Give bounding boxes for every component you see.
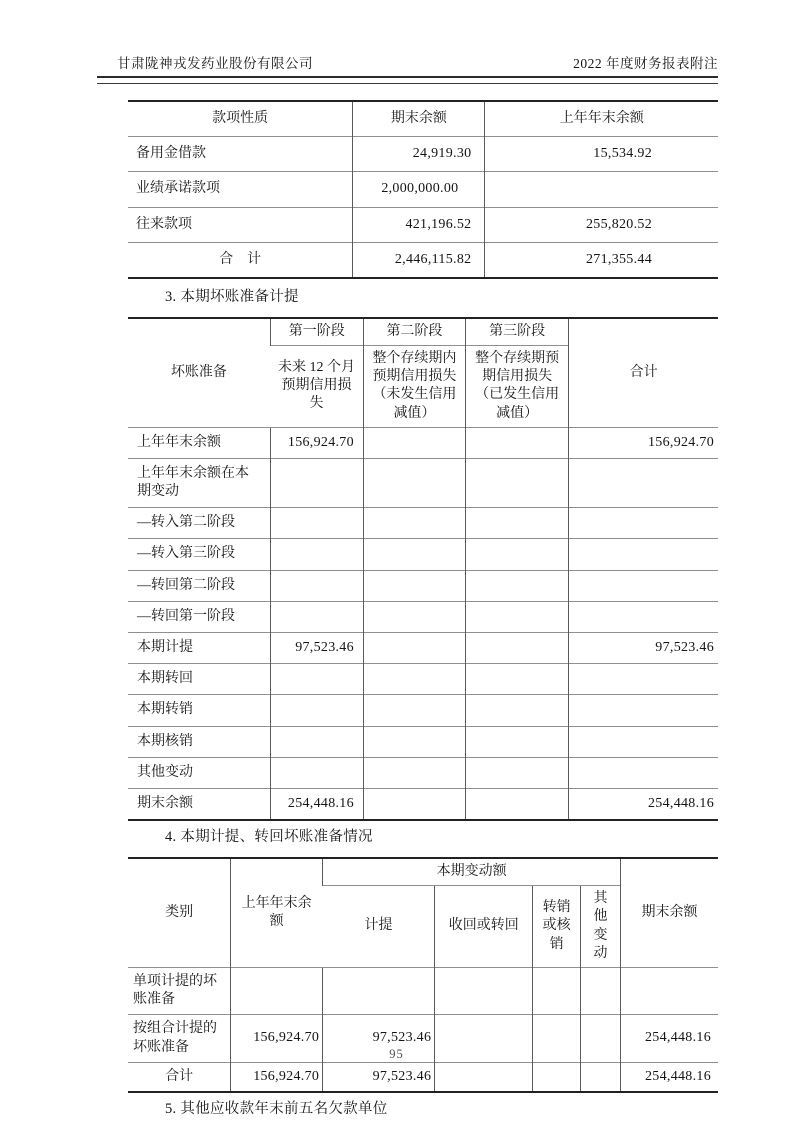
num-cell: 254,448.16 <box>621 1062 718 1092</box>
header-rule <box>97 76 718 84</box>
row-label: 本期转销 <box>128 695 270 726</box>
table-row <box>128 788 718 820</box>
header-stage-1: 第一阶段 <box>270 318 363 346</box>
empty-cell <box>323 967 435 1014</box>
row-label: 业绩承诺款项 <box>128 172 353 207</box>
header-stage-3-desc: 整个存续期预期信用损失（已发生信用减值） <box>465 345 568 427</box>
num-cell: 156,924.70 <box>569 427 718 458</box>
empty-cell <box>485 172 718 207</box>
page-content <box>128 100 718 1122</box>
num-cell: 421,196.52 <box>353 207 485 242</box>
row-label: —转回第一阶段 <box>128 601 270 632</box>
empty-cell <box>465 458 568 507</box>
header-other-change <box>581 886 621 968</box>
empty-cell <box>465 695 568 726</box>
document-header <box>97 55 718 73</box>
table-total-row <box>128 242 718 278</box>
empty-cell <box>465 570 568 601</box>
empty-cell <box>465 427 568 458</box>
table-row <box>128 726 718 757</box>
num-cell: 156,924.70 <box>231 1015 323 1062</box>
empty-cell <box>465 539 568 570</box>
empty-cell <box>621 967 718 1014</box>
other-change-vertical-text: 其他变动 <box>593 891 608 961</box>
num-cell: 24,919.30 <box>353 137 485 172</box>
empty-cell <box>270 664 363 695</box>
table-header-row <box>128 318 718 346</box>
empty-cell <box>270 601 363 632</box>
empty-cell <box>569 601 718 632</box>
empty-cell <box>465 601 568 632</box>
empty-cell <box>231 967 323 1014</box>
num-cell: 254,448.16 <box>569 788 718 820</box>
empty-cell <box>435 967 533 1014</box>
num-cell: 271,355.44 <box>485 242 718 278</box>
row-label: 本期转回 <box>128 664 270 695</box>
num-cell: 2,446,115.82 <box>353 242 485 278</box>
empty-cell <box>569 757 718 788</box>
empty-cell <box>465 788 568 820</box>
empty-cell <box>363 664 465 695</box>
empty-cell <box>569 695 718 726</box>
num-cell: 15,534.92 <box>485 137 718 172</box>
empty-cell <box>465 508 568 539</box>
empty-cell <box>569 664 718 695</box>
empty-cell <box>363 570 465 601</box>
row-label: 本期计提 <box>128 633 270 664</box>
header-nature: 款项性质 <box>212 111 269 126</box>
table-row <box>128 427 718 458</box>
row-label: 往来款项 <box>128 207 353 242</box>
header-total: 合计 <box>569 318 718 427</box>
empty-cell <box>569 570 718 601</box>
table-total-row <box>128 1062 718 1092</box>
writeoff-wrapped-text: 转销或核销 <box>542 900 571 952</box>
empty-cell <box>581 1062 621 1092</box>
header-prior-balance: 上年年末余额 <box>231 858 323 967</box>
header-stage-2-desc: 整个存续期内预期信用损失（未发生信用减值） <box>363 345 465 427</box>
num-cell: 254,448.16 <box>270 788 363 820</box>
table-row <box>128 508 718 539</box>
table-row <box>128 967 718 1014</box>
empty-cell <box>363 601 465 632</box>
row-label: 上年年末余额 <box>128 427 270 458</box>
empty-cell <box>270 695 363 726</box>
row-label: 备用金借款 <box>128 137 353 172</box>
section-heading-5: 5. 其他应收款年末前五名欠款单位 <box>165 1100 388 1117</box>
empty-cell <box>363 695 465 726</box>
table-row <box>128 539 718 570</box>
table-row <box>128 633 718 664</box>
table-row <box>128 601 718 632</box>
empty-cell <box>435 1062 533 1092</box>
num-cell: 2,000,000.00 <box>353 172 485 207</box>
table-row <box>128 757 718 788</box>
empty-cell <box>581 967 621 1014</box>
header-writeoff <box>533 886 581 968</box>
empty-cell <box>363 458 465 507</box>
table-row <box>128 570 718 601</box>
table-row <box>128 458 718 507</box>
empty-cell <box>363 726 465 757</box>
row-label: 其他变动 <box>128 757 270 788</box>
page-number: 95 <box>389 1047 404 1061</box>
empty-cell <box>569 726 718 757</box>
table-row <box>128 172 718 207</box>
row-label: 期末余额 <box>128 788 270 820</box>
row-label: —转回第二阶段 <box>128 570 270 601</box>
empty-cell <box>533 967 581 1014</box>
header-accrual: 计提 <box>323 886 435 968</box>
empty-cell <box>569 539 718 570</box>
header-bad-debt-provision: 坏账准备 <box>170 364 227 380</box>
empty-cell <box>363 427 465 458</box>
empty-cell <box>465 757 568 788</box>
row-label: —转入第三阶段 <box>128 539 270 570</box>
company-name: 甘肃陇神戎发药业股份有限公司 <box>117 56 313 71</box>
empty-cell <box>363 757 465 788</box>
table-row <box>128 207 718 242</box>
num-cell: 255,820.52 <box>485 207 718 242</box>
empty-cell <box>363 508 465 539</box>
header-stage-1-desc: 未来 12 个月预期信用损失 <box>270 345 363 427</box>
header-period-change: 本期变动额 <box>323 858 621 886</box>
total-label: 合计 <box>128 1062 231 1092</box>
num-cell: 156,924.70 <box>231 1062 323 1092</box>
header-ending-balance: 期末余额 <box>621 858 718 967</box>
header-stage-2: 第二阶段 <box>363 318 465 346</box>
header-stage-3: 第三阶段 <box>465 318 568 346</box>
total-label: 合 计 <box>128 242 353 278</box>
num-cell: 97,523.46 <box>569 633 718 664</box>
header-recover: 收回或转回 <box>435 886 533 968</box>
empty-cell <box>465 664 568 695</box>
empty-cell <box>533 1062 581 1092</box>
empty-cell <box>569 458 718 507</box>
empty-cell <box>569 508 718 539</box>
row-label: 上年年末余额在本期变动 <box>128 458 270 507</box>
num-cell: 254,448.16 <box>621 1015 718 1062</box>
row-label: —转入第二阶段 <box>128 508 270 539</box>
empty-cell <box>270 757 363 788</box>
empty-cell <box>465 726 568 757</box>
row-label: 单项计提的坏账准备 <box>128 967 231 1014</box>
empty-cell <box>270 458 363 507</box>
empty-cell <box>363 539 465 570</box>
empty-cell <box>465 633 568 664</box>
table-header-row <box>128 101 718 137</box>
header-ending-balance: 期末余额 <box>353 101 485 137</box>
table-row <box>128 137 718 172</box>
empty-cell <box>363 633 465 664</box>
empty-cell <box>270 726 363 757</box>
empty-cell <box>363 788 465 820</box>
num-cell: 97,523.46 <box>323 1015 435 1062</box>
header-category: 类别 <box>165 904 194 920</box>
table-header-row <box>128 858 718 886</box>
table-row <box>128 664 718 695</box>
section-heading-4: 4. 本期计提、转回坏账准备情况 <box>165 829 373 846</box>
num-cell: 156,924.70 <box>270 427 363 458</box>
header-prior-balance: 上年年末余额 <box>485 101 718 137</box>
empty-cell <box>270 570 363 601</box>
num-cell: 97,523.46 <box>270 633 363 664</box>
empty-cell <box>270 508 363 539</box>
table-row <box>128 695 718 726</box>
loan-nature-table <box>128 100 718 279</box>
row-label: 本期核销 <box>128 726 270 757</box>
report-title: 2022 年度财务报表附注 <box>573 56 718 71</box>
bad-debt-stage-table <box>128 317 718 821</box>
num-cell: 97,523.46 <box>323 1062 435 1092</box>
row-label: 按组合计提的坏账准备 <box>128 1015 231 1062</box>
section-heading-3: 3. 本期坏账准备计提 <box>165 288 299 305</box>
empty-cell <box>270 539 363 570</box>
